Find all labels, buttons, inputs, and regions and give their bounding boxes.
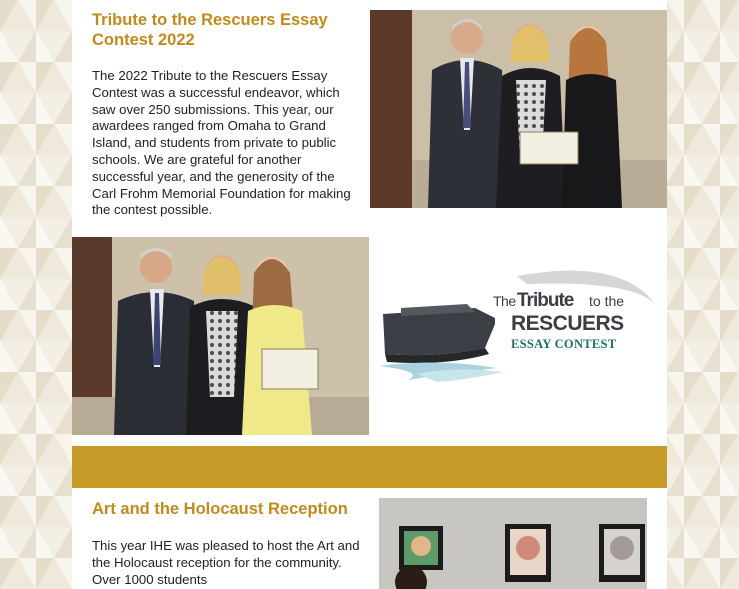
boat-icon xyxy=(377,262,662,384)
essay-contest-heading: Tribute to the Rescuers Essay Contest 2022 xyxy=(92,11,328,49)
gallery-photo xyxy=(379,498,647,589)
newsletter-page xyxy=(72,0,667,589)
svg-text:The: The xyxy=(493,293,516,309)
award-photo-2 xyxy=(72,237,369,435)
svg-text:Tribute: Tribute xyxy=(517,290,574,311)
svg-text:RESCUERS: RESCUERS xyxy=(511,312,624,335)
svg-text:to the: to the xyxy=(589,293,625,309)
section-divider-bar xyxy=(72,446,667,488)
tribute-rescuers-logo xyxy=(377,262,662,384)
essay-contest-description: The 2022 Tribute to the Rescuers Essay Contest was a successful endeavor, which saw over 250 submissions. This year, our awardees ranged from Omaha to Grand Island, and students from private to public schools. We are grateful for another successful year, and the generosity of the Carl Frohm Memorial Foundation for making the contest possible. xyxy=(92,68,351,218)
svg-text:ESSAY CONTEST: ESSAY CONTEST xyxy=(511,337,617,351)
award-photo-1 xyxy=(370,10,667,208)
art-reception-heading: Art and the Holocaust Reception xyxy=(92,500,348,518)
art-reception-description: This year IHE was pleased to host the Art and the Holocaust reception for the community. Over 1000 students xyxy=(92,538,360,587)
